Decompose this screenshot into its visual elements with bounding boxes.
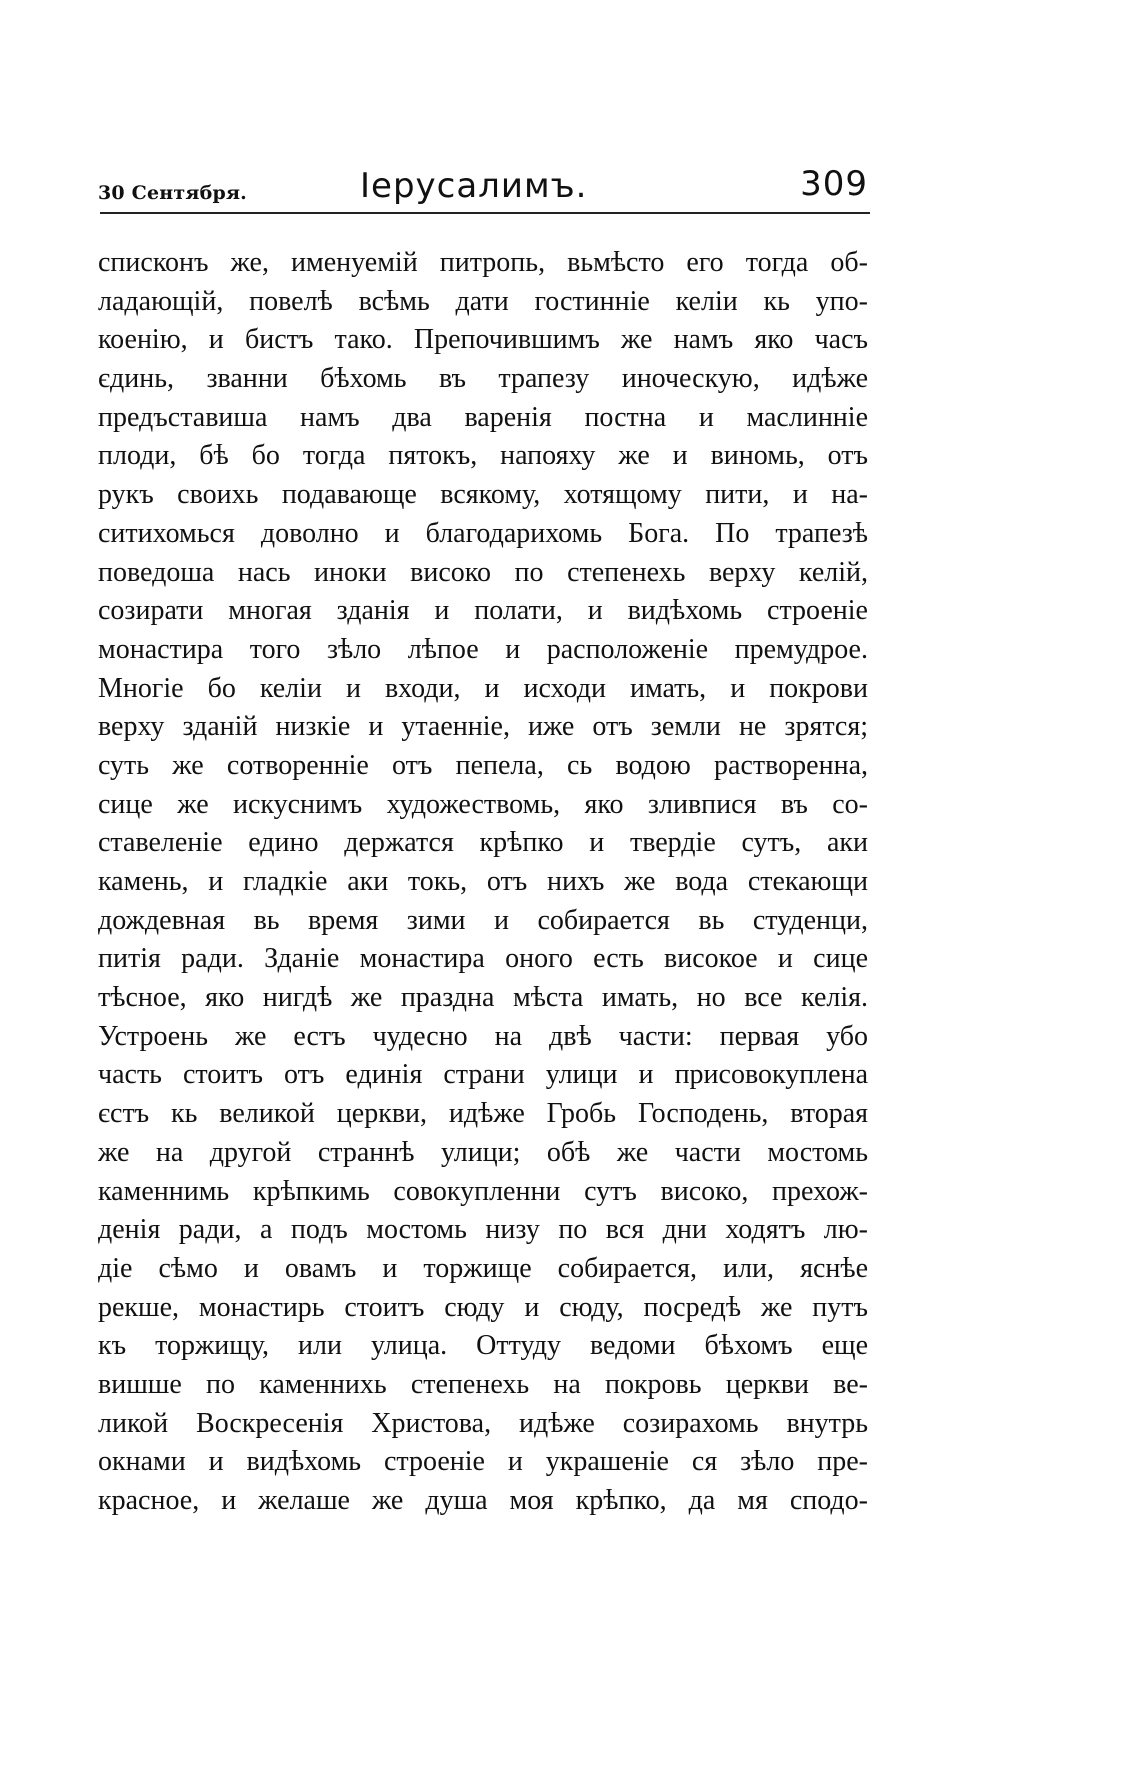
text-line: діе сѣмо и овамъ и торжище собирается, или, яснѣе xyxy=(98,1252,868,1284)
running-header xyxy=(98,160,868,212)
text-line: дождевная вь время зими и собирается вь студенци, xyxy=(98,904,868,936)
text-line: єдинь, званни бѣхомь въ трапезу иноческую, идѣже xyxy=(98,363,868,395)
text-line: къ торжищу, или улица. Оттуду ведоми бѣхомъ еще xyxy=(98,1330,868,1362)
text-line: питія ради. Зданіе монастира оного есть високое и сице xyxy=(98,943,868,975)
text-line: красное, и желаше же душа моя крѣпко, да мя сподо- xyxy=(98,1485,868,1516)
text-line: рекше, монастирь стоитъ сюду и сюду, посредѣ же путъ xyxy=(98,1291,868,1323)
text-line: Устроень же естъ чудесно на двѣ части: первая убо xyxy=(98,1020,868,1052)
text-line: каменнимь крѣпкимь совокупленни сутъ високо, прехож- xyxy=(98,1175,868,1207)
header-title: Іерусалимъ. xyxy=(360,166,588,206)
text-line: Многіе бо келіи и входи, и исходи имать, и покрови xyxy=(98,672,868,704)
text-line: камень, и гладкіе аки токь, отъ нихъ же вода стекающи xyxy=(98,866,868,897)
header-date: 30 Сентября. xyxy=(98,182,247,204)
text-line: же на другой страннѣ улици; обѣ же части мостомь xyxy=(98,1136,868,1168)
text-line: ставеленіе едино держатся крѣпко и твердіе сутъ, аки xyxy=(98,827,868,859)
text-line: предъставиша намъ два варенія постна и маслинніе xyxy=(98,401,868,433)
text-line: єстъ кь великой церкви, идѣже Гробь Господень, вторая xyxy=(98,1098,868,1130)
text-line: коенію, и бистъ тако. Препочившимъ же намъ яко часъ xyxy=(98,324,868,356)
text-line: сице же искуснимъ художествомь, яко зливпися въ со- xyxy=(98,788,868,820)
page-number: 309 xyxy=(800,164,868,204)
text-line: рукъ своихь подавающе всякому, хотящому пити, и на- xyxy=(98,479,868,511)
text-line: списконъ же, именуемій питропь, вьмѣсто его тогда об- xyxy=(98,247,868,278)
header-rule xyxy=(100,212,870,214)
text-line: вишше по каменнихь степенехь на покровь церкви ве- xyxy=(98,1368,868,1400)
text-line: верху зданій низкіе и утаенніе, иже отъ земли не зрятся; xyxy=(98,711,868,743)
body-text xyxy=(98,244,868,1521)
text-line: монастира того зѣло лѣпое и расположеніе премудрое. xyxy=(98,633,868,665)
text-line: денія ради, а подъ мостомь низу по вся дни ходятъ лю- xyxy=(98,1214,868,1246)
text-line: часть стоитъ отъ единія страни улици и присовокуплена xyxy=(98,1059,868,1091)
text-line: тѣсное, яко нигдѣ же праздна мѣста имать, но все келія. xyxy=(98,982,868,1014)
text-line: плоди, бѣ бо тогда пятокъ, напояху же и виномь, отъ xyxy=(98,440,868,472)
text-line: ситихомься доволно и благодарихомь Бога. По трапезѣ xyxy=(98,517,868,549)
text-line: окнами и видѣхомь строеніе и украшеніе ся зѣло пре- xyxy=(98,1446,868,1478)
text-line: ладающій, повелѣ всѣмь дати гостинніе келіи кь упо- xyxy=(98,285,868,317)
text-line: поведоша нась иноки високо по степенехь верху келій, xyxy=(98,556,868,588)
text-line: созирати многая зданія и полати, и видѣхомь строеніе xyxy=(98,595,868,627)
text-line: ликой Воскресенія Христова, идѣже созирахомь внутрь xyxy=(98,1407,868,1439)
text-line: суть же сотворенніе отъ пепела, сь водою растворенна, xyxy=(98,749,868,781)
